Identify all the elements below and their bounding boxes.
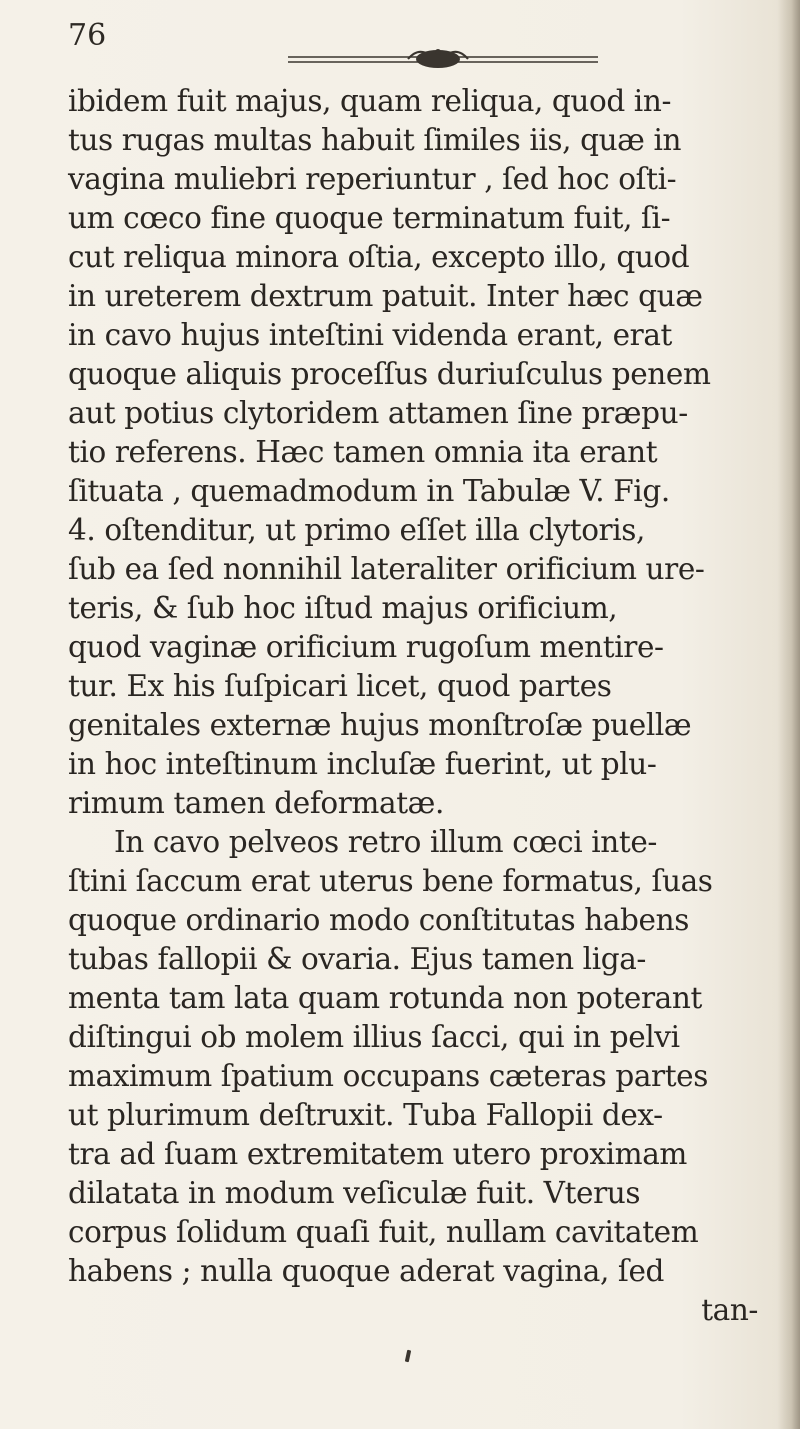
text-line: tur. Ex his ſuſpicari licet, quod partes (68, 669, 612, 703)
text-line: ſub ea ſed nonnihil lateraliter orificium ure- (68, 552, 705, 586)
text-line: tubas fallopii & ovaria. Ejus tamen liga- (68, 942, 646, 976)
body-text (68, 82, 758, 1330)
text-line: quoque ordinario modo conſtitutas habens (68, 903, 689, 937)
text-line: ibidem fuit majus, quam reliqua, quod in- (68, 84, 672, 118)
text-line: 4. oſtenditur, ut primo eſſet illa clytoris, (68, 513, 646, 547)
text-line: in ureterem dextrum patuit. Inter hæc quæ (68, 279, 703, 313)
text-line: menta tam lata quam rotunda non poterant (68, 981, 702, 1015)
text-line: genitales externæ hujus monſtroſæ puellæ (68, 708, 692, 742)
text-line: ut plurimum deſtruxit. Tuba Fallopii dex- (68, 1098, 663, 1132)
text-line: quod vaginæ orificium rugoſum mentire- (68, 630, 664, 664)
paragraph-start-line: In cavo pelveos retro illum cœci inte- (114, 825, 657, 859)
text-line: in cavo hujus inteſtini videnda erant, erat (68, 318, 672, 352)
text-line: in hoc inteſtinum incluſæ fuerint, ut plu- (68, 747, 657, 781)
text-line: cut reliqua minora oſtia, excepto illo, quod (68, 240, 690, 274)
ink-mark (405, 1350, 411, 1363)
text-line: tra ad ſuam extremitatem utero proximam (68, 1137, 687, 1171)
text-line: rimum tamen deformatæ. (68, 786, 444, 820)
text-line: teris, & ſub hoc iſtud majus orificium, (68, 591, 618, 625)
text-line: vagina muliebri reperiuntur , ſed hoc oſti- (68, 162, 677, 196)
header-ornament-icon (288, 48, 598, 70)
text-line: ſtini ſaccum erat uterus bene formatus, ſuas (68, 864, 713, 898)
catchword: tan- (701, 1293, 758, 1327)
page-edge-shadow (778, 0, 800, 1429)
text-line: dilatata in modum veſiculæ fuit. Vterus (68, 1176, 641, 1210)
text-line: tio referens. Hæc tamen omnia ita erant (68, 435, 658, 469)
text-line: habens ; nulla quoque aderat vagina, ſed (68, 1254, 664, 1288)
text-line: diſtingui ob molem illius ſacci, qui in pelvi (68, 1020, 680, 1054)
page-number: 76 (68, 18, 107, 53)
page-header (68, 8, 688, 68)
text-line: aut potius clytoridem attamen ſine præpu- (68, 396, 688, 430)
text-line: um cœco fine quoque terminatum fuit, ſi- (68, 201, 671, 235)
text-line: maximum ſpatium occupans cæteras partes (68, 1059, 708, 1093)
text-line: ſituata , quemadmodum in Tabulæ V. Fig. (68, 474, 670, 508)
text-line: corpus ſolidum quaſi fuit, nullam cavitatem (68, 1215, 699, 1249)
text-line: quoque aliquis proceſſus duriuſculus penem (68, 357, 711, 391)
text-line: tus rugas multas habuit ſimiles iis, quæ in (68, 123, 682, 157)
